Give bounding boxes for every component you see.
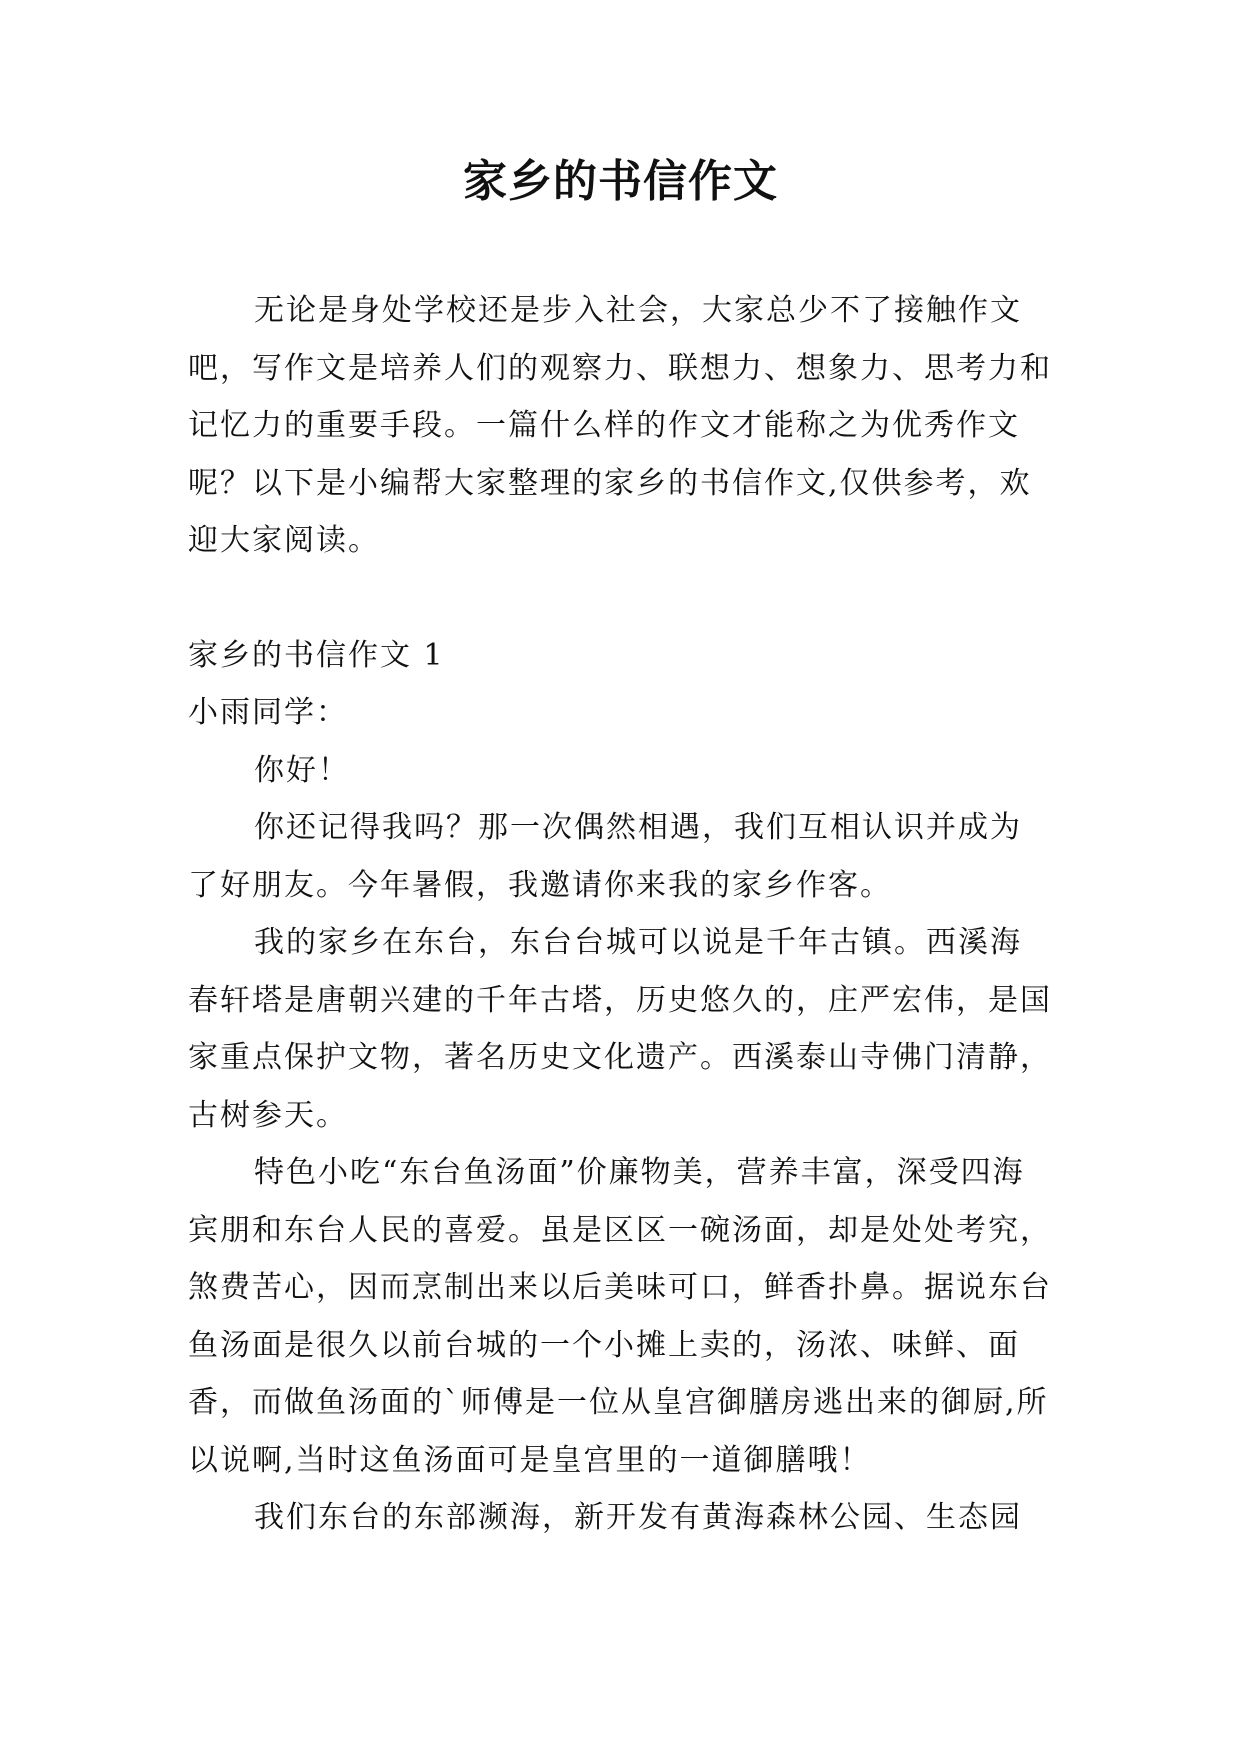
intro-paragraph: 无论是身处学校还是步入社会，大家总少不了接触作文吧，写作文是培养人们的观察力、联想力、想象力、思考力和记忆力的重要手段。一篇什么样的作文才能称之为优秀作文呢？以下是小编帮大家整理的家乡的书信作文,仅供参考，欢迎大家阅读。: [188, 293, 1052, 558]
section-spacer: [188, 570, 1053, 627]
letter-greeting: 你好！: [254, 752, 350, 788]
letter-salutation: 小雨同学：: [188, 695, 348, 730]
document-title: 家乡的书信作文: [463, 156, 778, 207]
section-heading: 家乡的书信作文 1: [188, 637, 445, 673]
body-paragraph: 我的家乡在东台，东台台城可以说是千年古镇。西溪海春轩塔是唐朝兴建的千年古塔，历史悠久的，庄严宏伟，是国家重点保护文物，著名历史文化遗产。西溪泰山寺佛门清静，古树参天。: [188, 925, 1052, 1133]
document-body: [188, 282, 1053, 1547]
body-paragraph: 我们东台的东部濒海，新开发有黄海森林公园、生态园: [254, 1500, 1022, 1535]
body-paragraph: 你还记得我吗？那一次偶然相遇，我们互相认识并成为了好朋友。今年暑假，我邀请你来我的家乡作客。: [188, 810, 1022, 903]
body-paragraph: 特色小吃“东台鱼汤面”价廉物美，营养丰富，深受四海宾朋和东台人民的喜爱。虽是区区一碗汤面，却是处处考究，煞费苦心，因而烹制出来以后美味可口，鲜香扑鼻。据说东台鱼汤面是很久以前台城的一个小摊上卖的，汤浓、味鲜、面香，而做鱼汤面的`师傅是一位从皇宫御膳房逃出来的御厨,所以说啊,当时这鱼汤面可是皇宫里的一道御膳哦！: [188, 1155, 1052, 1478]
